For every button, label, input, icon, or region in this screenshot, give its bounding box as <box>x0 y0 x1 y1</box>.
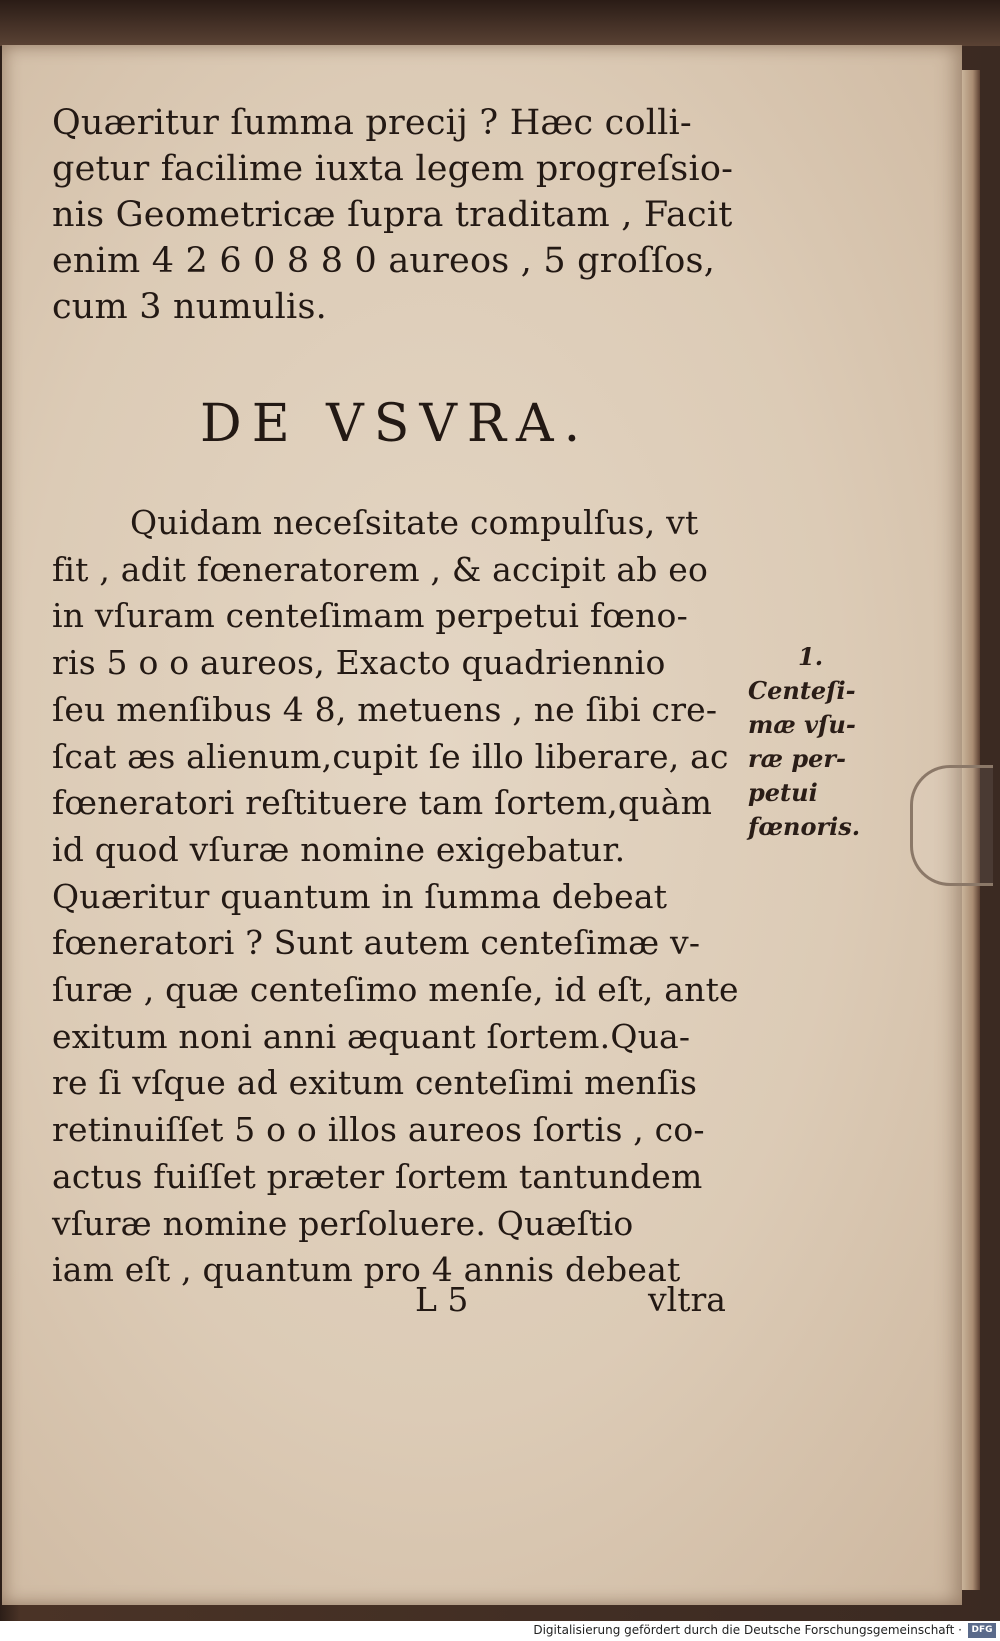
footer-credit: Digitalisierung gefördert durch die Deutsche Forschungsgemeinschaft · <box>533 1623 962 1637</box>
book-binding-top <box>0 0 1000 46</box>
digitization-footer <box>0 1621 1000 1641</box>
body-paragraph <box>52 500 739 1294</box>
text-line: in vſuram centeſimam perpetui fœno- <box>52 596 688 636</box>
text-line: actus fuiſſet præter ſortem tantundem <box>52 1156 703 1196</box>
text-line: vſuræ nomine perſoluere. Quæſtio <box>52 1203 634 1243</box>
marginal-note-line: fœnoris. <box>748 812 861 841</box>
catchword: vltra <box>648 1280 726 1319</box>
page-clip <box>910 765 993 886</box>
text-line: Quæritur ſumma precij ? Hæc colli- <box>52 103 692 143</box>
text-line: fœneratori reſtituere tam ſortem,quàm <box>52 783 713 823</box>
dfg-logo: DFG <box>968 1623 996 1638</box>
text-line: iam eſt , quantum pro 4 annis debeat <box>52 1250 681 1290</box>
text-line: Quæritur quantum in ſumma debeat <box>52 876 668 916</box>
text-line: fœneratori ? Sunt autem centeſimæ v- <box>52 923 701 963</box>
text-line: ſuræ , quæ centeſimo menſe, id eſt, ante <box>52 970 739 1010</box>
text-line: ſeu menſibus 4 8, metuens , ne ſibi cre- <box>52 689 718 729</box>
text-line: getur facilime iuxta legem progreſsio- <box>52 149 734 189</box>
text-line: exitum noni anni æquant ſortem.Qua- <box>52 1016 691 1056</box>
text-line: ſcat æs alienum,cupit ſe illo liberare, ac <box>52 736 729 776</box>
text-line: fit , adit fœneratorem , & accipit ab eo <box>52 549 709 589</box>
text-line: enim 4 2 6 0 8 8 0 aureos , 5 groſſos, <box>52 241 716 281</box>
marginal-note-number: 1. <box>798 642 824 671</box>
marginal-note-line: mæ vſu- <box>748 710 856 739</box>
text-line: nis Geometricæ ſupra traditam , Facit <box>52 195 733 235</box>
text-line: Quidam neceſsitate compulſus, vt <box>130 503 699 542</box>
text-line: re ſi vſque ad exitum centeſimi menſis <box>52 1063 698 1103</box>
text-line: id quod vſuræ nomine exigebatur. <box>52 829 626 869</box>
text-line: cum 3 numulis. <box>52 287 327 327</box>
section-heading: DE VSVRA. <box>200 394 591 454</box>
marginal-note-line: ræ per- <box>748 744 847 773</box>
marginal-note <box>748 640 860 844</box>
marginal-note-line: Centeſi- <box>748 676 856 705</box>
text-line: ris 5 o o aureos, Exacto quadriennio <box>52 643 666 683</box>
marginal-note-line: petui <box>748 778 818 807</box>
top-paragraph <box>52 100 732 330</box>
signature-mark: L 5 <box>415 1280 469 1319</box>
text-line: retinuiſſet 5 o o illos aureos ſortis , co- <box>52 1110 705 1150</box>
